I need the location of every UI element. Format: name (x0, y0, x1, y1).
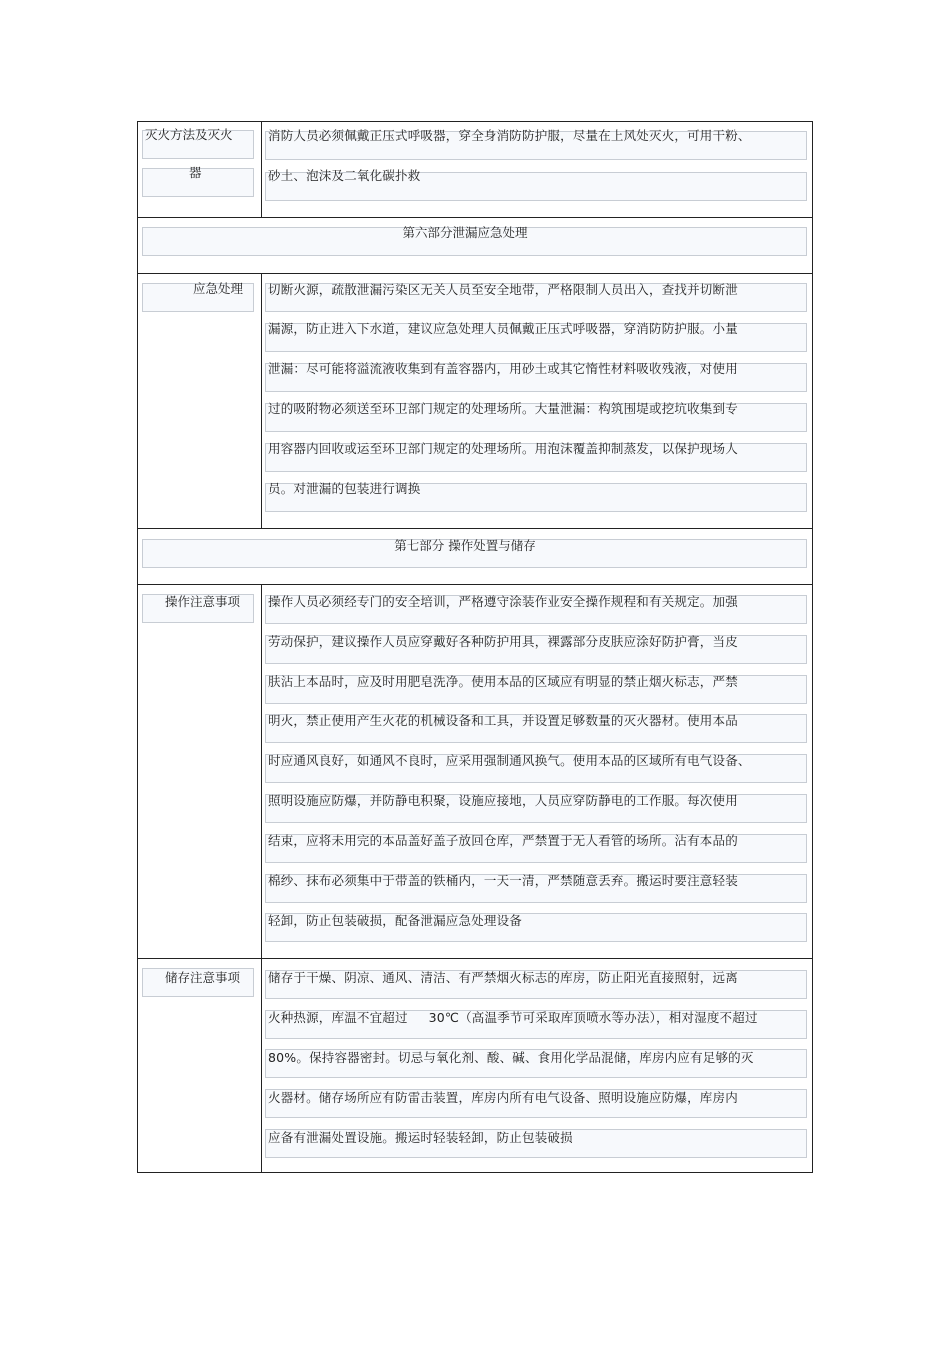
row-divider (138, 584, 812, 585)
emergency-text-line: 用容器内回收或运至环卫部门规定的处理场所。用泡沫覆盖抑制蒸发，以保护现场人 (268, 441, 738, 456)
row-divider (138, 528, 812, 529)
emergency-text-line: 漏源，防止进入下水道，建议应急处理人员佩戴正压式呼吸器，穿消防防护服。小量 (268, 321, 738, 336)
row-divider (138, 217, 812, 218)
row-divider (138, 273, 812, 274)
emergency-text-line: 员。对泄漏的包装进行调换 (268, 481, 421, 496)
operation-text-line: 肤沾上本品时，应及时用肥皂洗净。使用本品的区域应有明显的禁止烟火标志，严禁 (268, 674, 738, 689)
fire-method-label: 灭火方法及灭火 (145, 127, 233, 142)
storage-text-line: 80%。保持容器密封。切忌与氧化剂、酸、碱、食用化学品混储，库房内应有足够的灭 (268, 1050, 754, 1065)
storage-text-line: 应备有泄漏处置设施。搬运时轻装轻卸，防止包装破损 (268, 1130, 573, 1145)
emergency-text-line: 切断火源，疏散泄漏污染区无关人员至安全地带，严格限制人员出入，查找并切断泄 (268, 282, 738, 297)
operation-text-line: 照明设施应防爆，并防静电积聚，设施应接地，人员应穿防静电的工作服。每次使用 (268, 793, 738, 808)
column-divider (261, 584, 262, 1172)
operation-text-line: 明火，禁止使用产生火花的机械设备和工具，并设置足够数量的灭火器材。使用本品 (268, 713, 738, 728)
storage-text-line: 储存于干燥、阴凉、通风、清洁、有严禁烟火标志的库房，防止阳光直接照射，远离 (268, 970, 738, 985)
storage-label: 储存注意事项 (165, 970, 241, 985)
emergency-text-line: 泄漏：尽可能将溢流液收集到有盖容器内，用砂土或其它惰性材料吸收残液，对使用 (268, 361, 738, 376)
column-divider (261, 273, 262, 528)
fire-method-label: 器 (189, 165, 202, 180)
storage-text-line: 火器材。储存场所应有防雷击装置，库房内所有电气设备、照明设施应防爆，库房内 (268, 1090, 738, 1105)
operation-label: 操作注意事项 (165, 594, 241, 609)
fire-text-line: 消防人员必须佩戴正压式呼吸器，穿全身消防防护服，尽量在上风处灭火，可用干粉、 (268, 128, 751, 143)
storage-text-line: 火种热源，库温不宜超过 30℃（高温季节可采取库顶喷水等办法），相对湿度不超过 (268, 1010, 758, 1025)
emergency-label: 应急处理 (193, 281, 244, 296)
section-7-title: 第七部分 操作处置与储存 (394, 538, 536, 553)
row-divider (138, 958, 812, 959)
operation-text-line: 时应通风良好，如通风不良时，应采用强制通风换气。使用本品的区域所有电气设备、 (268, 753, 751, 768)
section-6-title: 第六部分泄漏应急处理 (402, 225, 528, 240)
operation-text-line: 劳动保护，建议操作人员应穿戴好各种防护用具，裸露部分皮肤应涂好防护膏，当皮 (268, 634, 738, 649)
operation-text-line: 棉纱、抹布必须集中于带盖的铁桶内，一天一清，严禁随意丢弃。搬运时要注意轻装 (268, 873, 738, 888)
operation-text-line: 结束，应将未用完的本品盖好盖子放回仓库，严禁置于无人看管的场所。沾有本品的 (268, 833, 738, 848)
operation-text-line: 轻卸，防止包装破损，配备泄漏应急处理设备 (268, 913, 523, 928)
fire-text-line: 砂土、泡沫及二氧化碳扑救 (268, 168, 421, 183)
operation-text-line: 操作人员必须经专门的安全培训，严格遵守涂装作业安全操作规程和有关规定。加强 (268, 594, 738, 609)
column-divider (261, 122, 262, 217)
emergency-text-line: 过的吸附物必须送至环卫部门规定的处理场所。大量泄漏：构筑围堤或挖坑收集到专 (268, 401, 738, 416)
